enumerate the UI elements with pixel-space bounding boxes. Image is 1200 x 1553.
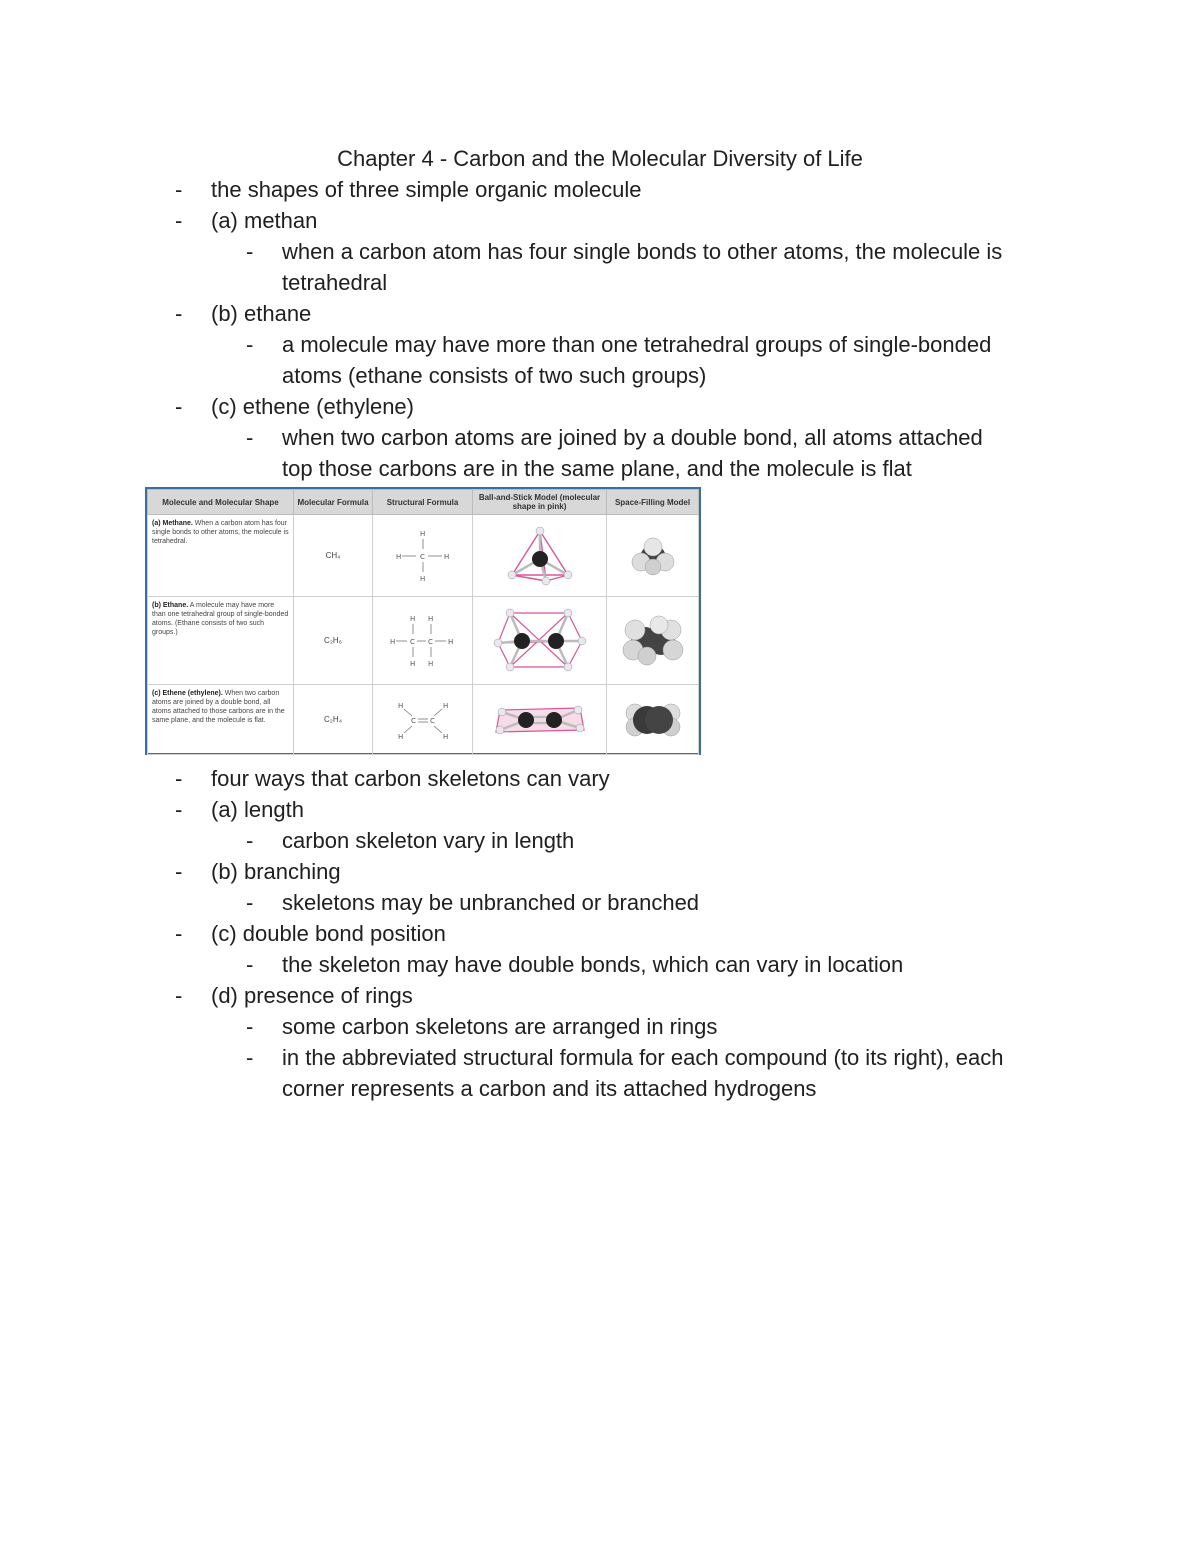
molecule-name: (a) Methane. bbox=[152, 520, 193, 527]
structural-formula-ethene bbox=[373, 685, 473, 755]
atom-label: C bbox=[410, 716, 416, 725]
space-filling-ethane bbox=[607, 597, 699, 685]
bullet-dash: - bbox=[175, 766, 183, 791]
molecule-desc: When two carbon atoms are joined by a double bond, all atoms attached to those carbons are in the same plane, and the molecule is flat. bbox=[152, 690, 285, 724]
table-row bbox=[148, 597, 699, 685]
molecular-formula: CH₄ bbox=[294, 515, 373, 597]
structural-formula-ethane bbox=[373, 597, 473, 685]
bullet-dash: - bbox=[175, 797, 183, 822]
bullet-dash: - bbox=[246, 1045, 254, 1070]
header-shape: Molecule and Molecular Shape bbox=[148, 490, 294, 515]
atom-label: H bbox=[409, 614, 415, 623]
atom-label: C bbox=[419, 552, 425, 561]
space-filling-svg bbox=[623, 699, 683, 741]
molecule-shapes-figure bbox=[145, 487, 701, 755]
page-title: Chapter 4 - Carbon and the Molecular Diversity of Life bbox=[337, 146, 863, 171]
space-filling-ethene bbox=[607, 685, 699, 755]
atom-label: H bbox=[427, 614, 433, 623]
ball-stick-svg bbox=[492, 700, 588, 740]
figure-table bbox=[147, 489, 699, 755]
space-filling-svg bbox=[628, 534, 678, 578]
bullet-dash: - bbox=[175, 208, 183, 233]
atom-label: H bbox=[395, 552, 401, 561]
table-row bbox=[148, 515, 699, 597]
atom-label: H bbox=[397, 732, 403, 741]
ball-stick-svg bbox=[492, 603, 588, 679]
header-ball-stick: Ball-and-Stick Model (molecular shape in pink) bbox=[473, 490, 607, 515]
figure-header-row bbox=[148, 490, 699, 515]
molecule-name: (b) Ethane. bbox=[152, 602, 189, 609]
bullet-dash: - bbox=[175, 859, 183, 884]
space-filling-methane bbox=[607, 515, 699, 597]
atom-label: H bbox=[409, 659, 415, 668]
atom-label: H bbox=[419, 529, 425, 538]
bullet-dash: - bbox=[246, 425, 254, 450]
ball-stick-methane bbox=[473, 515, 607, 597]
document-page: Chapter 4 - Carbon and the Molecular Diversity of Life - the shapes of three simple organic molecule - (a) methan - when a carbon atom has four single bonds to other atoms, the molecule is tetrahedral - (b) ethane - a molecule may have more than one tetrahedral groups of single-bonded atoms (ethane consists of two such groups) - (c) ethene (ethylene) - when two carbon atoms are joined by a double bond, all atoms attached top those carbons are in the same plane, and the molecule is flat Molecule and Molecular Shape Molecular Formula Structural Formula Ball-and-Stick Model (molecular shape in pink) Space-Filling Model (a) Methane. When a carbon atom has four single bonds to other atoms, the molecule is tetrahedral. CH₄ H H C H H (b) Ethane. A molecule may have more than one tetrahedral group of single-bonded atoms. (Ethane consists of two such groups.) C₂H₆ H H H C C H H H (c) Ethene (ethylene). When two carbon atoms are joined by a double bond, all atoms attached to those carbons are in the same plane, and the molecule is flat. C₂H₄ H H C C H H - four ways that carbon skeletons can vary - (a) length - carbon skeleton vary in length - (b) branching - skeletons may be unbranched or branched - (c) double bond position - the skeleton may have double bonds, which can vary in location - (d) presence of rings - some carbon skeletons are arranged in rings - in the abbreviated structural formula for each compound (to its right), each corner represents a carbon and its attached hydrogens bbox=[0, 0, 1200, 1553]
atom-label: H bbox=[442, 732, 448, 741]
row-description bbox=[148, 685, 294, 755]
ball-stick-ethane bbox=[473, 597, 607, 685]
bullet-dash: - bbox=[175, 301, 183, 326]
ball-stick-ethene bbox=[473, 685, 607, 755]
bullet-dash: - bbox=[246, 1014, 254, 1039]
space-filling-svg bbox=[621, 612, 685, 670]
bullet-dash: - bbox=[246, 332, 254, 357]
row-description bbox=[148, 515, 294, 597]
header-structural: Structural Formula bbox=[373, 490, 473, 515]
atom-label: C bbox=[409, 637, 415, 646]
row-description bbox=[148, 597, 294, 685]
atom-label: H bbox=[442, 701, 448, 710]
header-space-filling: Space-Filling Model bbox=[607, 490, 699, 515]
bullet-dash: - bbox=[246, 890, 254, 915]
bullet-dash: - bbox=[175, 394, 183, 419]
bullet-dash: - bbox=[246, 828, 254, 853]
atom-label: C bbox=[429, 716, 435, 725]
atom-label: H bbox=[397, 701, 403, 710]
atom-label: C bbox=[427, 637, 433, 646]
molecular-formula: C₂H₄ bbox=[294, 685, 373, 755]
atom-label: H bbox=[419, 574, 425, 583]
header-formula: Molecular Formula bbox=[294, 490, 373, 515]
bullet-dash: - bbox=[175, 177, 183, 202]
structural-formula-svg bbox=[393, 524, 453, 588]
atom-label: H bbox=[389, 637, 395, 646]
atom-label: H bbox=[443, 552, 449, 561]
table-row bbox=[148, 685, 699, 755]
molecule-desc: A molecule may have more than one tetrahedral group of single-bonded atoms. (Ethane consists of two such groups.) bbox=[152, 602, 289, 636]
molecule-desc: When a carbon atom has four single bonds to other atoms, the molecule is tetrahedral. bbox=[152, 520, 289, 545]
structural-formula-methane bbox=[373, 515, 473, 597]
bullet-dash: - bbox=[246, 952, 254, 977]
atom-label: H bbox=[447, 637, 453, 646]
atom-label: H bbox=[427, 659, 433, 668]
bullet-dash: - bbox=[246, 239, 254, 264]
molecule-name: (c) Ethene (ethylene). bbox=[152, 690, 223, 697]
molecular-formula: C₂H₆ bbox=[294, 597, 373, 685]
structural-formula-svg bbox=[388, 609, 458, 673]
bullet-dash: - bbox=[175, 921, 183, 946]
bullet-dash: - bbox=[175, 983, 183, 1008]
ball-stick-svg bbox=[500, 523, 580, 589]
structural-formula-svg bbox=[393, 696, 453, 744]
